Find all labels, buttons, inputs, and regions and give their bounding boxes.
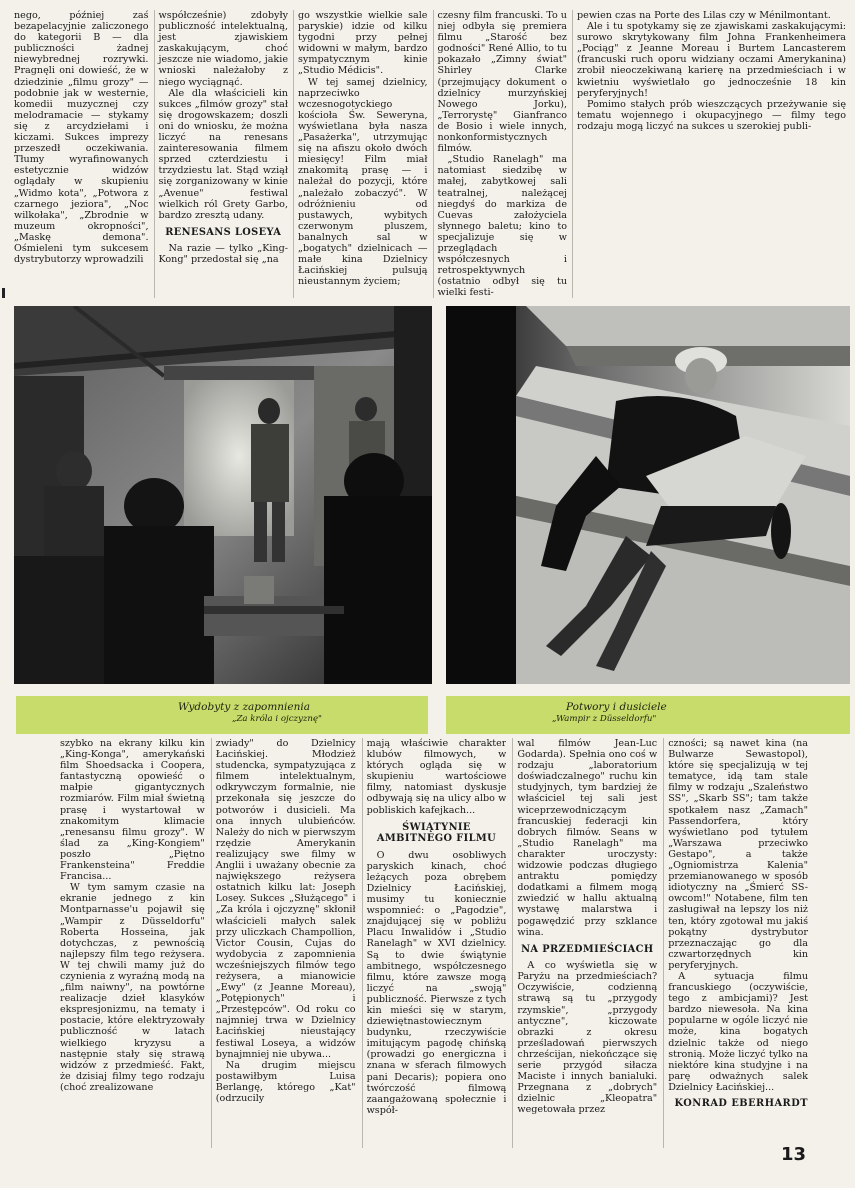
paragraph: Ale i tu spotykamy się ze zjawiskami zaskakującymi: surowo skrytykowany film Johna Frankenheimera „Pociąg" z Jeanne Moreau i Burtem Lancasterem (francuski ruch oporu widziany oczami Amerykanina) zrobił nieoczekiwaną karierę na przedmieściach i w kwietniu wyświetlało go jednocześnie 18 kin peryferyjnych! xyxy=(577,21,846,99)
top-column-1 xyxy=(14,10,149,298)
paragraph: O dwu osobliwych paryskich kinach, choć leżących poza obrębem Dzielnicy Łacińskiej, musimy tu koniecznie wspomnieć: o „Pagodzie", znajdującej się w pobliżu Placu Inwalidów i „Studio Ranelagh" w XVI dzielnicy. Są to dwie świątynie ambitnego, współczesnego filmu, które zawsze mogą liczyć na „swoją" publiczność. Pierwsze z tych kin mieści się w starym, dziewiętnastowiecznym budynku, rzeczywiście imitującym pagodę chińską (prowadzi go energiczna i znana w sferach filmowych pani Decaris); popiera ono twórczość filmową zaangażowaną społecznie i współ- xyxy=(366,849,507,1116)
top-column-3 xyxy=(293,10,428,298)
section-heading: RENESANS LOSEYA xyxy=(165,226,282,238)
bottom-column-3 xyxy=(362,738,507,1148)
top-column-4 xyxy=(433,10,568,298)
bottom-column-4 xyxy=(512,738,657,1148)
paragraph: zwiady" do Dzielnicy Łacińskiej. Młodzież studencka, sympatyzująca z filmem intelektualnym, odkrywczym formalnie, nie przekonała się jeszcze do potworów i dusicieli. Ma ona innych ulubieńców. Należy do nich w pierwszym rzędzie Amerykanin realizujący swe filmy w Anglii i uważany obecnie za największego reżysera ostatnich kilku lat: Joseph Losey. Sukces „Służącego" i „Za króla i ojczyznę" skłonił właścicieli małych salek przy uliczkach Champollion, Victor Cousin, Cujas do wydobycia z zapomnienia wcześniejszych filmów tego reżysera, a mianowicie „Ewy" (z Jeanne Moreau), „Potępionych" i „Przestępców". Od roku co najmniej trwa w Dzielnicy Łacińskiej nieustający festiwal Loseya, a widzów bynajmniej nie ubywa... xyxy=(215,738,356,1060)
section-heading: NA PRZEDMIEŚCIACH xyxy=(521,943,654,955)
top-text-columns xyxy=(14,10,846,298)
paragraph: Ale dla właścicieli kin sukces „filmów grozy" stał się drogowskazem; doszli oni do wniosku, że można liczyć na renesans zainteresowania filmem sprzed czterdziestu i trzydziestu lat. Stąd wziął się zorganizowany w kinie „Avenue" festiwal wielkich ról Grety Garbo, bardzo zresztą udany. xyxy=(158,87,288,221)
paragraph: czności; są nawet kina (na Bulwarze Sewastopol), które się specjalizują w tej tematyce, idą tam stale filmy w rodzaju „Szaleństwo SS", „Skarb SS"; tam także spotkałem nasz „Zamach" Passendorfera, który wyświetlano pod tytułem „Warszawa przeciwko Gestapo", a także „Ogniomistrza Kalenia" przemianowanego w sposób idiotyczny na „Śmierć SS-owcom!" Notabene, film ten zasługiwał na lepszy los niż ten, który zgotował mu jakiś pokątny dystrybutor przeznaczając go dla czwartorzędnych kin peryferyjnych. xyxy=(668,738,808,971)
film-still-image xyxy=(14,306,432,684)
paragraph: pewien czas na Porte des Lilas czy w Ménilmontant. xyxy=(577,10,831,21)
photo-za-krola-i-ojczyzne xyxy=(14,306,432,684)
top-column-5 xyxy=(572,10,846,298)
paragraph: W tej samej dzielnicy, naprzeciwko wczesnogotyckiego kościoła Św. Seweryna, wyświetlana była nasza „Pasażerka", utrzymując się na afiszu około dwóch miesięcy! Film miał znakomitą prasę — i należał do pozycji, które „należało zobaczyć". W odróżnieniu od pustawych, wybitych czerwonym pluszem, banalnych sal w „bogatych" dzielnicach — małe kina Dzielnicy Łacińskiej pulsują nieustannym życiem; xyxy=(298,76,428,288)
bottom-column-1 xyxy=(60,738,205,1148)
section-heading: ŚWIĄTYNIE AMBITNEGO FILMU xyxy=(376,821,497,845)
film-still-image xyxy=(446,306,850,684)
caption-title: Potwory i dusiciele xyxy=(566,701,667,713)
paragraph: A sytuacja filmu francuskiego (oczywiście, tego z ambicjami)? Jest bardzo niewesoła. Na kina popularne w ogóle liczyć nie może, kina bogatych dzielnic także od niego stronią. Może liczyć tylko na niektóre kina studyjne i na parę odważnych salek Dzielnicy Łacińskiej... xyxy=(668,970,808,1093)
bottom-column-2 xyxy=(211,738,356,1148)
paragraph: szybko na ekrany kilku kin „King-Konga", amerykański film Shoedsacka i Coopera, fantastyczną opowieść o małpie gigantycznych rozmiarów. Film miał świetną prasę i wystartował w znakomitym klimacie „renesansu filmu grozy". W ślad za „King-Kongiem" poszło „Piętno Frankensteina" Freddie Francisa... xyxy=(60,738,205,883)
caption-subtitle: „Wampir z Düsseldorfu" xyxy=(552,714,657,724)
paragraph: Na drugim miejscu postawiłbym Luisa Berlangę, którego „Kat" (odrzucily xyxy=(215,1059,356,1104)
paragraph: mają właściwie charakter klubów filmowych, w których ogląda się w skupieniu wartościowe filmy, natomiast dyskusje odbywają się na ulicy albo w pobliskich kafejkach... xyxy=(366,738,507,816)
paragraph: nego, później zaś bezapelacyjnie zaliczonego do kategorii B — dla publiczności żadnej niewybrednej rozrywki. Pragnęli oni dowieść, że w dziedzinie „filmu grozy" — podobnie jak w westernie, komedii muzycznej czy melodramacie — stykamy się z arcydziełami i kiczami. Sukces imprezy przeszedł oczekiwania. Tłumy wyrafinowanych estetycznie widzów oglądały w skupieniu „Widmo kota", „Potwora z czarnego jeziora", „Noc wilkołaka", „Zbrodnie w muzeum okropności", „Maskę demona". Ośmieleni tym sukcesem dystrybutorzy wprowadzili xyxy=(14,10,149,266)
caption-subtitle: „Za króla i ojczyznę" xyxy=(232,714,322,724)
paragraph: współcześnie) zdobyły publiczność intelektualną, jest zjawiskiem zaskakującym, choć jeszcze nie wiadomo, jakie wnioski należałoby z niego wyciągnąć. xyxy=(158,10,288,88)
page-number: 13 xyxy=(781,1144,807,1165)
bottom-text-columns xyxy=(60,738,808,1148)
photo-wampir-z-dusseldorfu xyxy=(446,306,850,684)
caption-right xyxy=(446,696,850,734)
paragraph: W tym samym czasie na ekranie jednego z kin Montparnasse'u pojawił się „Wampir z Düsseldorfu" Roberta Hosseina, jak dotychczas, z pewnością najlepszy film tego reżysera. W tej chwili mamy już do czynienia z wyraźną modą na „film naiwny", na powtórne realizacje dzieł klasyków ekspresjonizmu, na tematy i postacie, które elektryzowały publiczność w latach wielkiego kryzysu a następnie stały się strawą widzów z przedmieść. Fakt, że dzisiaj filmy tego rodzaju (choć zrealizowane xyxy=(60,882,205,1093)
caption-left xyxy=(16,696,428,734)
paragraph: wal filmów Jean-Luc Godarda). Spełnia ono coś w rodzaju „laboratorium doświadczalnego" ruchu kin studyjnych, tym bardziej że właściciel tej sali jest wiceprzewodniczącym francuskiej federacji kin dobrych filmów. Seans w „Studio Ranelagh" ma charakter uroczysty: widzowie podczas długiego antraktu pomiędzy dodatkami a filmem mogą zwiedzić w hallu aktualną wystawę malarstwa i pogawędzić przy szklance wina. xyxy=(517,738,658,938)
caption-title: Wydobyty z zapomnienia xyxy=(177,701,310,713)
paragraph: Na razie — tylko „King-Kong" przedostał się „na xyxy=(158,243,288,266)
paragraph: A co wyświetla się w Paryżu na przedmieściach? Oczywiście, codzienną strawą są tu „przygody rzymskie", „przygody antyczne", kiczowate obrazki z okresu prześladowań pierwszych chrześcijan, niekończące się serie przygód siłacza Maciste i innych banialuki. Przegnana z „dobrych" dzielnic „Kleopatra" wegetowała przez xyxy=(517,960,658,1116)
margin-mark xyxy=(2,288,5,298)
paragraph: czesny film francuski. To u niej odbyła się premiera filmu „Starość bez godności" René Allio, to tu pokazało „Zimny świat" Shirley Clarke (przejmujący dokument o dzielnicy murzyńskiej Nowego Jorku), „Terrorystę" Gianfranco de Bosio i wiele innych, nonkonformistycznych filmów. xyxy=(437,10,567,155)
author-signature: KONRAD EBERHARDT xyxy=(674,1098,808,1109)
paragraph: go wszystkie wielkie sale paryskie) idzie od kilku tygodni przy pełnej widowni w małym, bardzo sympatycznym kinie „Studio Médicis". xyxy=(298,10,428,77)
paragraph: Pomimo stałych prób wieszczących przeżywanie się tematu wojennego i okupacyjnego — filmy tego rodzaju mogą liczyć na sukces u szerokiej publi- xyxy=(577,98,846,132)
top-column-2 xyxy=(154,10,289,298)
paragraph: „Studio Ranelagh" ma natomiast siedzibę w małej, zabytkowej sali teatralnej, należącej niegdyś do markiza de Cuevas założyciela słynnego baletu; kino to specjalizuje się w przeglądach współczesnych i retrospektywnych (ostatnio odbył się tu wielki festi- xyxy=(437,154,567,298)
bottom-column-5 xyxy=(663,738,808,1148)
